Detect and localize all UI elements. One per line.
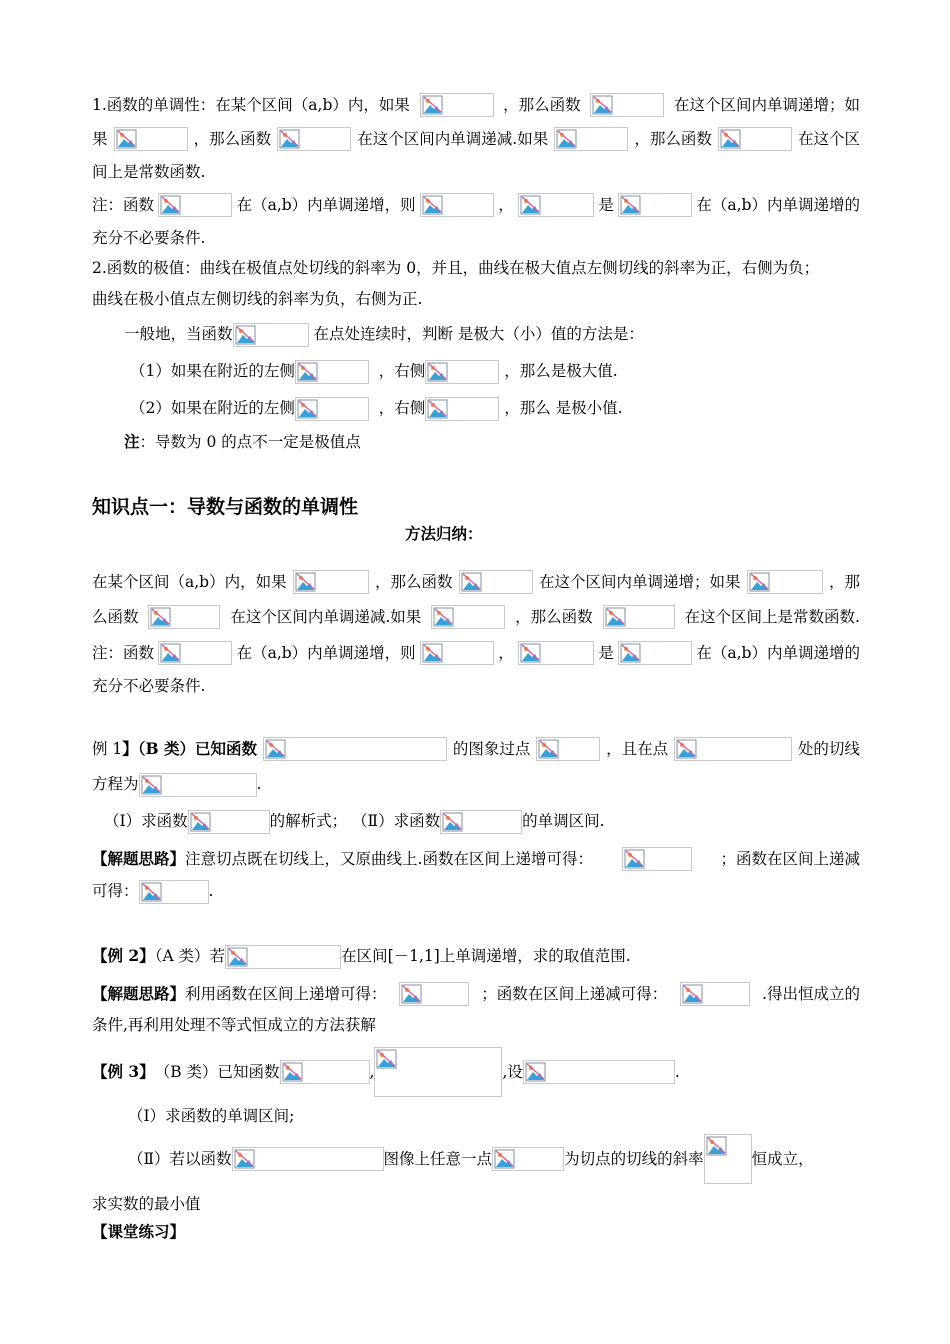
note-label: 注 <box>124 432 140 451</box>
broken-image-icon <box>141 775 163 795</box>
s1-line3: 间上是常数函数. <box>92 163 206 181</box>
text: 果 <box>92 130 108 148</box>
formula-image <box>374 1047 502 1097</box>
ex2-hint-line1 <box>92 981 860 1007</box>
broken-image-icon <box>401 984 423 1004</box>
broken-image-icon <box>422 195 444 215</box>
broken-image-icon <box>433 607 455 627</box>
text: .得出恒成立的 <box>762 985 860 1003</box>
s1-line1 <box>92 92 860 118</box>
s2-case2 <box>130 396 623 422</box>
text: ，那么是极大值. <box>504 362 618 380</box>
broken-image-icon <box>235 325 257 345</box>
broken-image-icon <box>682 984 704 1004</box>
broken-image-icon <box>592 95 614 115</box>
broken-image-icon <box>427 362 449 382</box>
k1-line1 <box>92 569 860 595</box>
s2-note <box>124 430 361 456</box>
text: ：导数为 0 的点不一定是极值点 <box>139 433 361 451</box>
text: ，那么函数 <box>634 130 712 148</box>
broken-image-icon <box>160 195 182 215</box>
formula-image <box>225 945 341 969</box>
broken-image-icon <box>749 572 771 592</box>
formula-image <box>263 737 447 761</box>
text: 例 1】（B 类）已知函数 <box>92 739 258 758</box>
broken-image-icon <box>605 607 627 627</box>
text: . <box>256 775 262 793</box>
k1-line2 <box>92 604 860 630</box>
text: （Ⅰ）求函数 <box>104 812 188 830</box>
broken-image-icon <box>520 195 542 215</box>
broken-image-icon <box>427 399 449 419</box>
s2-line2: 曲线在极小值点左侧切线的斜率为负，右侧为正. <box>92 290 423 308</box>
formula-image <box>618 641 692 665</box>
broken-image-icon <box>442 812 464 832</box>
text: ，那么函数 <box>503 96 581 114</box>
ex1-questions <box>104 809 605 835</box>
broken-image-icon <box>150 607 172 627</box>
ex2-line1 <box>92 944 631 970</box>
broken-image-icon <box>282 1062 304 1082</box>
broken-image-icon <box>279 129 301 149</box>
text: 处的切线 <box>797 740 860 758</box>
text: 是 <box>598 644 614 662</box>
formula-image <box>680 982 750 1006</box>
text: ,设 <box>502 1063 523 1081</box>
ex2-hint-line2: 条件,再利用处理不等式恒成立的方法获解 <box>92 1016 376 1034</box>
text: 的图象过点 <box>452 740 531 758</box>
s1-line2 <box>92 126 860 152</box>
formula-image <box>459 570 533 594</box>
broken-image-icon <box>556 129 578 149</box>
text: ，那么函数 <box>193 130 272 148</box>
broken-image-icon <box>620 643 642 663</box>
example-label: 【例 3】 <box>92 1062 155 1081</box>
formula-image <box>704 1134 752 1184</box>
example-label: 【例 2】 <box>92 946 155 965</box>
formula-image <box>554 127 628 151</box>
formula-image <box>420 93 494 117</box>
formula-image <box>188 810 270 834</box>
broken-image-icon <box>494 1149 516 1169</box>
ex3-question2-cont: 求实数的最小值 <box>92 1195 201 1213</box>
formula-image <box>431 605 505 629</box>
broken-image-icon <box>676 739 698 759</box>
formula-image <box>420 641 494 665</box>
formula-image <box>747 570 823 594</box>
text: 在（a,b）内单调递增，则 <box>236 644 416 662</box>
text: 在这个区 <box>797 130 860 148</box>
text: 方程为 <box>92 775 139 793</box>
formula-image <box>440 810 522 834</box>
text: 在这个区间内单调递增；如 <box>673 96 860 114</box>
text: ；函数在区间上递减 <box>720 850 860 868</box>
broken-image-icon <box>538 739 560 759</box>
broken-image-icon <box>376 1049 398 1069</box>
text: ，那么函数 <box>515 608 593 626</box>
broken-image-icon <box>520 643 542 663</box>
broken-image-icon <box>720 129 742 149</box>
text: 【解题思路】利用函数在区间上递增可得： <box>92 984 387 1003</box>
formula-image <box>280 1060 370 1084</box>
k1-note-line2: 充分不必要条件. <box>92 677 206 695</box>
practice-heading: 【课堂练习】 <box>92 1222 186 1241</box>
broken-image-icon <box>624 849 646 869</box>
s1-note-line2: 充分不必要条件. <box>92 229 206 247</box>
broken-image-icon <box>227 947 249 967</box>
text: , <box>369 1063 375 1081</box>
formula-image <box>603 605 675 629</box>
text: ， <box>498 196 514 214</box>
text: 在（a,b）内单调递增，则 <box>236 196 416 214</box>
ex3-line1 <box>92 1046 680 1098</box>
text: 注：函数 <box>92 196 155 214</box>
text: ，右侧 <box>378 362 426 380</box>
broken-image-icon <box>295 572 317 592</box>
formula-image <box>233 323 309 347</box>
formula-image <box>293 570 369 594</box>
broken-image-icon <box>525 1062 547 1082</box>
text: 的解析式； （Ⅱ）求函数 <box>269 812 441 830</box>
s2-general <box>124 322 644 348</box>
broken-image-icon <box>160 643 182 663</box>
text: 在（a,b）内单调递增的 <box>696 644 860 662</box>
formula-image <box>114 127 188 151</box>
formula-image <box>718 127 792 151</box>
text: . <box>674 1063 680 1081</box>
broken-image-icon <box>297 399 319 419</box>
text: （2）如果在附近的左侧 <box>130 399 295 417</box>
text: 在这个区间内单调递减.如果 <box>230 608 422 626</box>
section-heading: 知识点一：导数与函数的单调性 <box>92 496 359 518</box>
text: 【解题思路】注意切点既在切线上，又原曲线上.函数在区间上递增可得： <box>92 849 593 868</box>
s1-note-line1 <box>92 192 860 218</box>
text: （1）如果在附近的左侧 <box>130 362 295 380</box>
text: 图像上任意一点 <box>383 1150 493 1168</box>
formula-image <box>295 397 369 421</box>
broken-image-icon <box>461 572 483 592</box>
text: ， <box>498 644 514 662</box>
text: 1.函数的单调性：在某个区间（a,b）内，如果 <box>92 96 410 114</box>
broken-image-icon <box>297 362 319 382</box>
ex3-question1: （Ⅰ）求函数的单调区间; <box>128 1107 295 1125</box>
text: 的单调区间. <box>522 812 605 830</box>
text: ，那么函数 <box>375 573 453 591</box>
ex1-line1 <box>92 736 860 762</box>
text: ，右侧 <box>378 399 426 417</box>
text: （B 类）已知函数 <box>154 1063 280 1081</box>
formula-image <box>148 605 220 629</box>
text: 在这个区间内单调递增；如果 <box>538 573 741 591</box>
formula-image <box>674 737 792 761</box>
text: 在点处连续时，判断 是极大（小）值的方法是： <box>313 325 644 343</box>
broken-image-icon <box>234 1149 256 1169</box>
text: 恒成立， <box>751 1150 814 1168</box>
formula-image <box>232 1147 384 1171</box>
formula-image <box>295 360 369 384</box>
broken-image-icon <box>141 882 163 902</box>
broken-image-icon <box>422 95 444 115</box>
ex1-line2 <box>92 772 261 798</box>
text: 一般地，当函数 <box>124 325 233 343</box>
section-subheading: 方法归纳： <box>405 525 483 543</box>
formula-image <box>139 880 209 904</box>
broken-image-icon <box>265 739 287 759</box>
formula-image <box>536 737 600 761</box>
text: . <box>208 882 214 900</box>
text: ，那么 是极小值. <box>504 399 623 417</box>
k1-note-line1 <box>92 640 860 666</box>
formula-image <box>523 1060 675 1084</box>
ex3-question2 <box>128 1134 814 1184</box>
formula-image <box>425 397 499 421</box>
broken-image-icon <box>116 129 138 149</box>
text: ，那 <box>828 573 860 591</box>
text: 注：函数 <box>92 644 155 662</box>
text: ，且在点 <box>606 740 669 758</box>
formula-image <box>618 193 692 217</box>
text: ；函数在区间上递减可得： <box>481 985 668 1003</box>
text: 在这个区间内单调递减.如果 <box>357 130 549 148</box>
text: 为切点的切线的斜率 <box>564 1150 704 1168</box>
text: （A 类）若 <box>154 947 226 965</box>
s2-case1 <box>130 359 618 385</box>
formula-image <box>399 982 469 1006</box>
ex1-hint-line1 <box>92 846 860 872</box>
formula-image <box>492 1147 564 1171</box>
text: 在区间[－1,1]上单调递增，求的取值范围. <box>341 947 631 965</box>
formula-image <box>277 127 351 151</box>
formula-image <box>425 360 499 384</box>
formula-image <box>518 641 594 665</box>
text: （Ⅱ）若以函数 <box>128 1150 232 1168</box>
text: 么函数 <box>92 608 139 626</box>
formula-image <box>622 847 692 871</box>
s2-line1: 2.函数的极值：曲线在极值点处切线的斜率为 0，并且，曲线在极大值点左侧切线的斜率为正，右侧为负； <box>92 259 820 277</box>
text: 在这个区间上是常数函数. <box>684 608 860 626</box>
ex1-hint-line2 <box>92 879 213 905</box>
broken-image-icon <box>620 195 642 215</box>
broken-image-icon <box>422 643 444 663</box>
formula-image <box>518 193 594 217</box>
text: 是 <box>598 196 614 214</box>
text: 在某个区间（a,b）内，如果 <box>92 573 287 591</box>
formula-image <box>158 641 232 665</box>
formula-image <box>158 193 232 217</box>
broken-image-icon <box>190 812 212 832</box>
text: 在（a,b）内单调递增的 <box>696 196 860 214</box>
formula-image <box>139 773 257 797</box>
text: 可得： <box>92 882 139 900</box>
formula-image <box>590 93 664 117</box>
broken-image-icon <box>706 1136 728 1156</box>
formula-image <box>420 193 494 217</box>
